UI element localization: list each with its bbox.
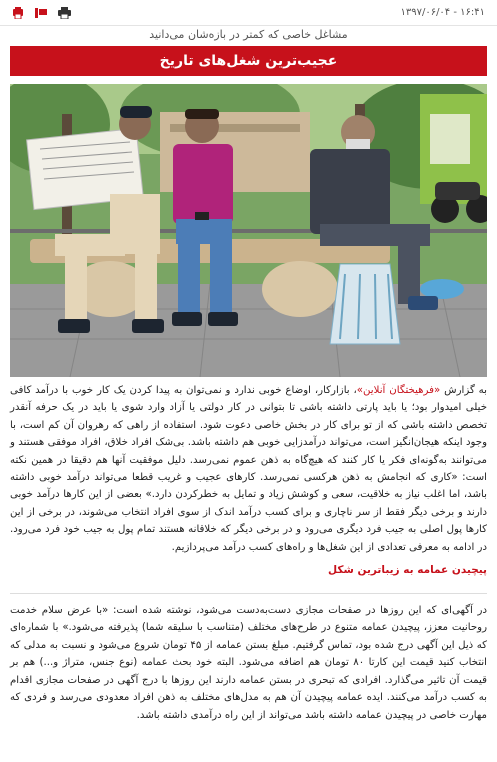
paragraph-text: ، بازارکار، اوضاع خوبی ندارد و نمی‌توان به پیدا کردن یک کار خوب با درآمد کافی خیلی امیدوار بود؛ یا باید پارتی داشته باشی تا بتوانی در کار دولتی یا آزاد وارد شوی یا باید در یک حرفه آنقدر تخصص داشته باشی که از تو برای کار در بخش خاصی دعوت شود. استفاده از راهی که رهروان آن کم است، با وجود اینکه هیجان‌انگیز است، می‌تواند درآمدزایی خوبی هم داشته باشد. بی‌شک افراد خلاق، افراد موفقی هستند و می‌توانند به‌گونه‌ای فکر یا کار کنند که هیچ‌گاه به ذهن عموم نمی‌رسد. دلیل موفقیت آنها هم دقیقا در همین نکته است: «کاری که انجامش به ذهن هرکسی نمی‌رسد. کارهای عجیب و غریب قطعا می‌تواند درآمد خوبی داشته باشد، اما اغلب نیاز به خلاقیت، سعی و کوشش زیاد و تمایل به خطرکردن دارد.» بعضی از این کارها درآمد خوبی دارند و برخی دیگر فقط از سر ناچاری و برای کسب درآمد اندک از سوی افراد انتخاب می‌شوند، در برخی از این کارها پول اصلی به جیب فرد دیگری می‌رود و در برخی دیگر که خلاقانه هستند تمام پول به جیب خود فرد می‌رود. در ادامه به معرفی تعدادی از این شغل‌ها و راه‌های کسب درآمد می‌پردازیم. xyxy=(10,385,487,553)
section-subheading: پیچیدن عمامه به زیباترین شکل xyxy=(328,564,487,577)
source-prefix: به گزارش xyxy=(444,385,487,396)
article-paragraph xyxy=(10,382,487,556)
article-title: عجیب‌ترین شغل‌های تاریخ xyxy=(10,46,487,76)
park-bench-illustration xyxy=(10,84,487,377)
toolbar-icons xyxy=(12,7,71,19)
print-icon[interactable] xyxy=(58,7,71,19)
article-photo xyxy=(10,84,487,377)
flag-icon[interactable] xyxy=(34,7,48,19)
divider xyxy=(10,593,487,594)
publish-date: ۱۳۹۷/۰۶/۰۴ - ۱۶:۴۱ xyxy=(400,7,485,18)
article-lead: مشاغل خاصی که کمتر در بازه‌شان می‌دانید xyxy=(149,28,348,41)
article-paragraph-2: در آگهی‌ای که این روزها در صفحات مجازی دست‌به‌دست می‌شود، نوشته شده است: «با عرض سلام خدمت روحانیت معزز، پیچیدن عمامه متنوع در طرح‌های مختلف (متناسب با سلیقه شما) پذیرفته می‌شود.» با شماره‌ای که ذیل این آگهی درج شده بود، تماس گرفتیم. مبلغ بستن عمامه از ۴۵ تومان شروع می‌شود و نسبت به مدلی که انتخاب کنید قیمت این کارتا ۸۰ تومان هم اضافه می‌شود. البته خود بحث عمامه (نوع جنس، متراژ و...) هم بر قیمت آن تاثیر می‌گذارد. افرادی که تبحری در بستن عمامه دارند این روزها با درج آگهی در صفحات مجازی اقدام به کسب درآمد می‌کنند. ایده عمامه پیچیدن آن هم به مدل‌های مختلف به ذهن افراد معدودی می‌رسد و فردی که مهارت خاصی در پیچیدن عمامه داشته باشد می‌تواند از این راه درآمدی داشته باشد. xyxy=(10,605,488,721)
bookmark-icon[interactable] xyxy=(12,7,24,19)
article-body xyxy=(10,382,487,730)
source-link[interactable]: «فرهیختگان آنلاین» xyxy=(356,385,441,396)
top-toolbar xyxy=(0,0,497,26)
